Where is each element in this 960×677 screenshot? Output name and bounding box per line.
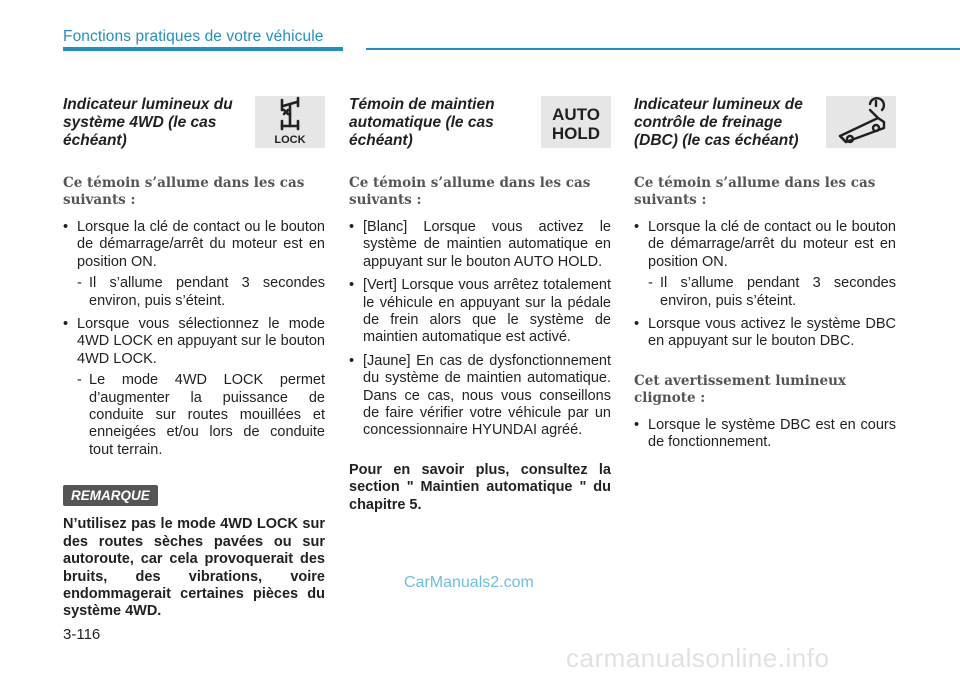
header-title: Fonctions pratiques de votre véhicule [63, 28, 324, 45]
section-auto-hold [349, 96, 611, 514]
list-item: • [Blanc] Lorsque vous activez le système de maintien automatique en appuyant sur le bouton AUTO HOLD. [349, 219, 611, 271]
list-item: • Lorsque vous sélectionnez le mode 4WD LOCK en appuyant sur le bouton 4WD LOCK. - Le mode 4WD LOCK permet d’augmenter la puissance de conduite sur routes mouillées et enneigées et/ou lors de conduite tout terrain. [63, 316, 325, 459]
header-rule [63, 47, 343, 51]
list-item: • Lorsque le système DBC est en cours de fonctionnement. [634, 417, 896, 452]
page-number: 3-116 [63, 626, 101, 643]
sub-item: - Il s’allume pendant 3 secondes environ, puis s’éteint. [77, 275, 325, 310]
watermark: CarManuals2.com [404, 574, 534, 591]
icon-auto-label: AUTO [552, 105, 600, 124]
subhead-dbc-blink: Cet avertissement lumineux clignote : [634, 372, 846, 406]
section-dbc [634, 96, 896, 458]
list-item: • Lorsque vous activez le système DBC en appuyant sur le bouton DBC. [634, 316, 896, 351]
section-title-4wd: Indicateur lumineux du système 4WD (le cas échéant) [63, 96, 233, 149]
section-title-auto-hold: Témoin de maintien automatique (le cas échéant) [349, 96, 495, 149]
icon-lock-label: LOCK [274, 134, 306, 146]
subhead-4wd: Ce témoin s’allume dans les cas suivants : [63, 175, 305, 208]
list-item: • Lorsque la clé de contact ou le bouton de démarrage/arrêt du moteur est en position ON. - Il s’allume pendant 3 secondes environ, puis s’éteint. [634, 219, 896, 310]
subhead-dbc: Ce témoin s’allume dans les cas suivants : [634, 175, 876, 208]
dbc-icon [826, 96, 896, 148]
4wd-lock-icon [255, 96, 325, 148]
list-item: • Lorsque la clé de contact ou le bouton de démarrage/arrêt du moteur est en position ON. - Il s’allume pendant 3 secondes environ, puis s’éteint. [63, 219, 325, 310]
section-title-dbc: Indicateur lumineux de contrôle de freinage (DBC) (le cas échéant) [634, 96, 803, 149]
subhead-auto-hold: Ce témoin s’allume dans les cas suivants : [349, 175, 591, 208]
footer-watermark: carmanualsonline.info [566, 643, 830, 673]
sub-item: - Il s’allume pendant 3 secondes environ, puis s’éteint. [648, 275, 896, 310]
auto-hold-icon [541, 96, 611, 148]
note-badge: REMARQUE [63, 485, 158, 506]
icon-hold-label: HOLD [551, 124, 601, 143]
list-item: • [Vert] Lorsque vous arrêtez totalement le véhicule en appuyant sur la pédale de frein alors que le système de maintien automatique est activé. [349, 277, 611, 347]
sub-item: - Le mode 4WD LOCK permet d’augmenter la puissance de conduite sur routes mouillées et enneigées et/ou lors de conduite tout terrain. [77, 372, 325, 459]
more-info-text: Pour en savoir plus, consultez la section " Maintien automatique " du chapitre 5. [349, 461, 611, 513]
note-text: N’utilisez pas le mode 4WD LOCK sur des routes sèches pavées ou sur autoroute, car cela provoquerait des bruits, des vibrations, voire endommagerait certaines pièces du système 4WD. [63, 516, 325, 620]
section-4wd [63, 96, 325, 621]
list-item: • [Jaune] En cas de dysfonctionnement du système de maintien automatique. Dans ce cas, nous vous conseillons de faire vérifier votre véhicule par un concessionnaire HYUNDAI agréé. [349, 353, 611, 440]
header-rule-right [366, 48, 960, 50]
